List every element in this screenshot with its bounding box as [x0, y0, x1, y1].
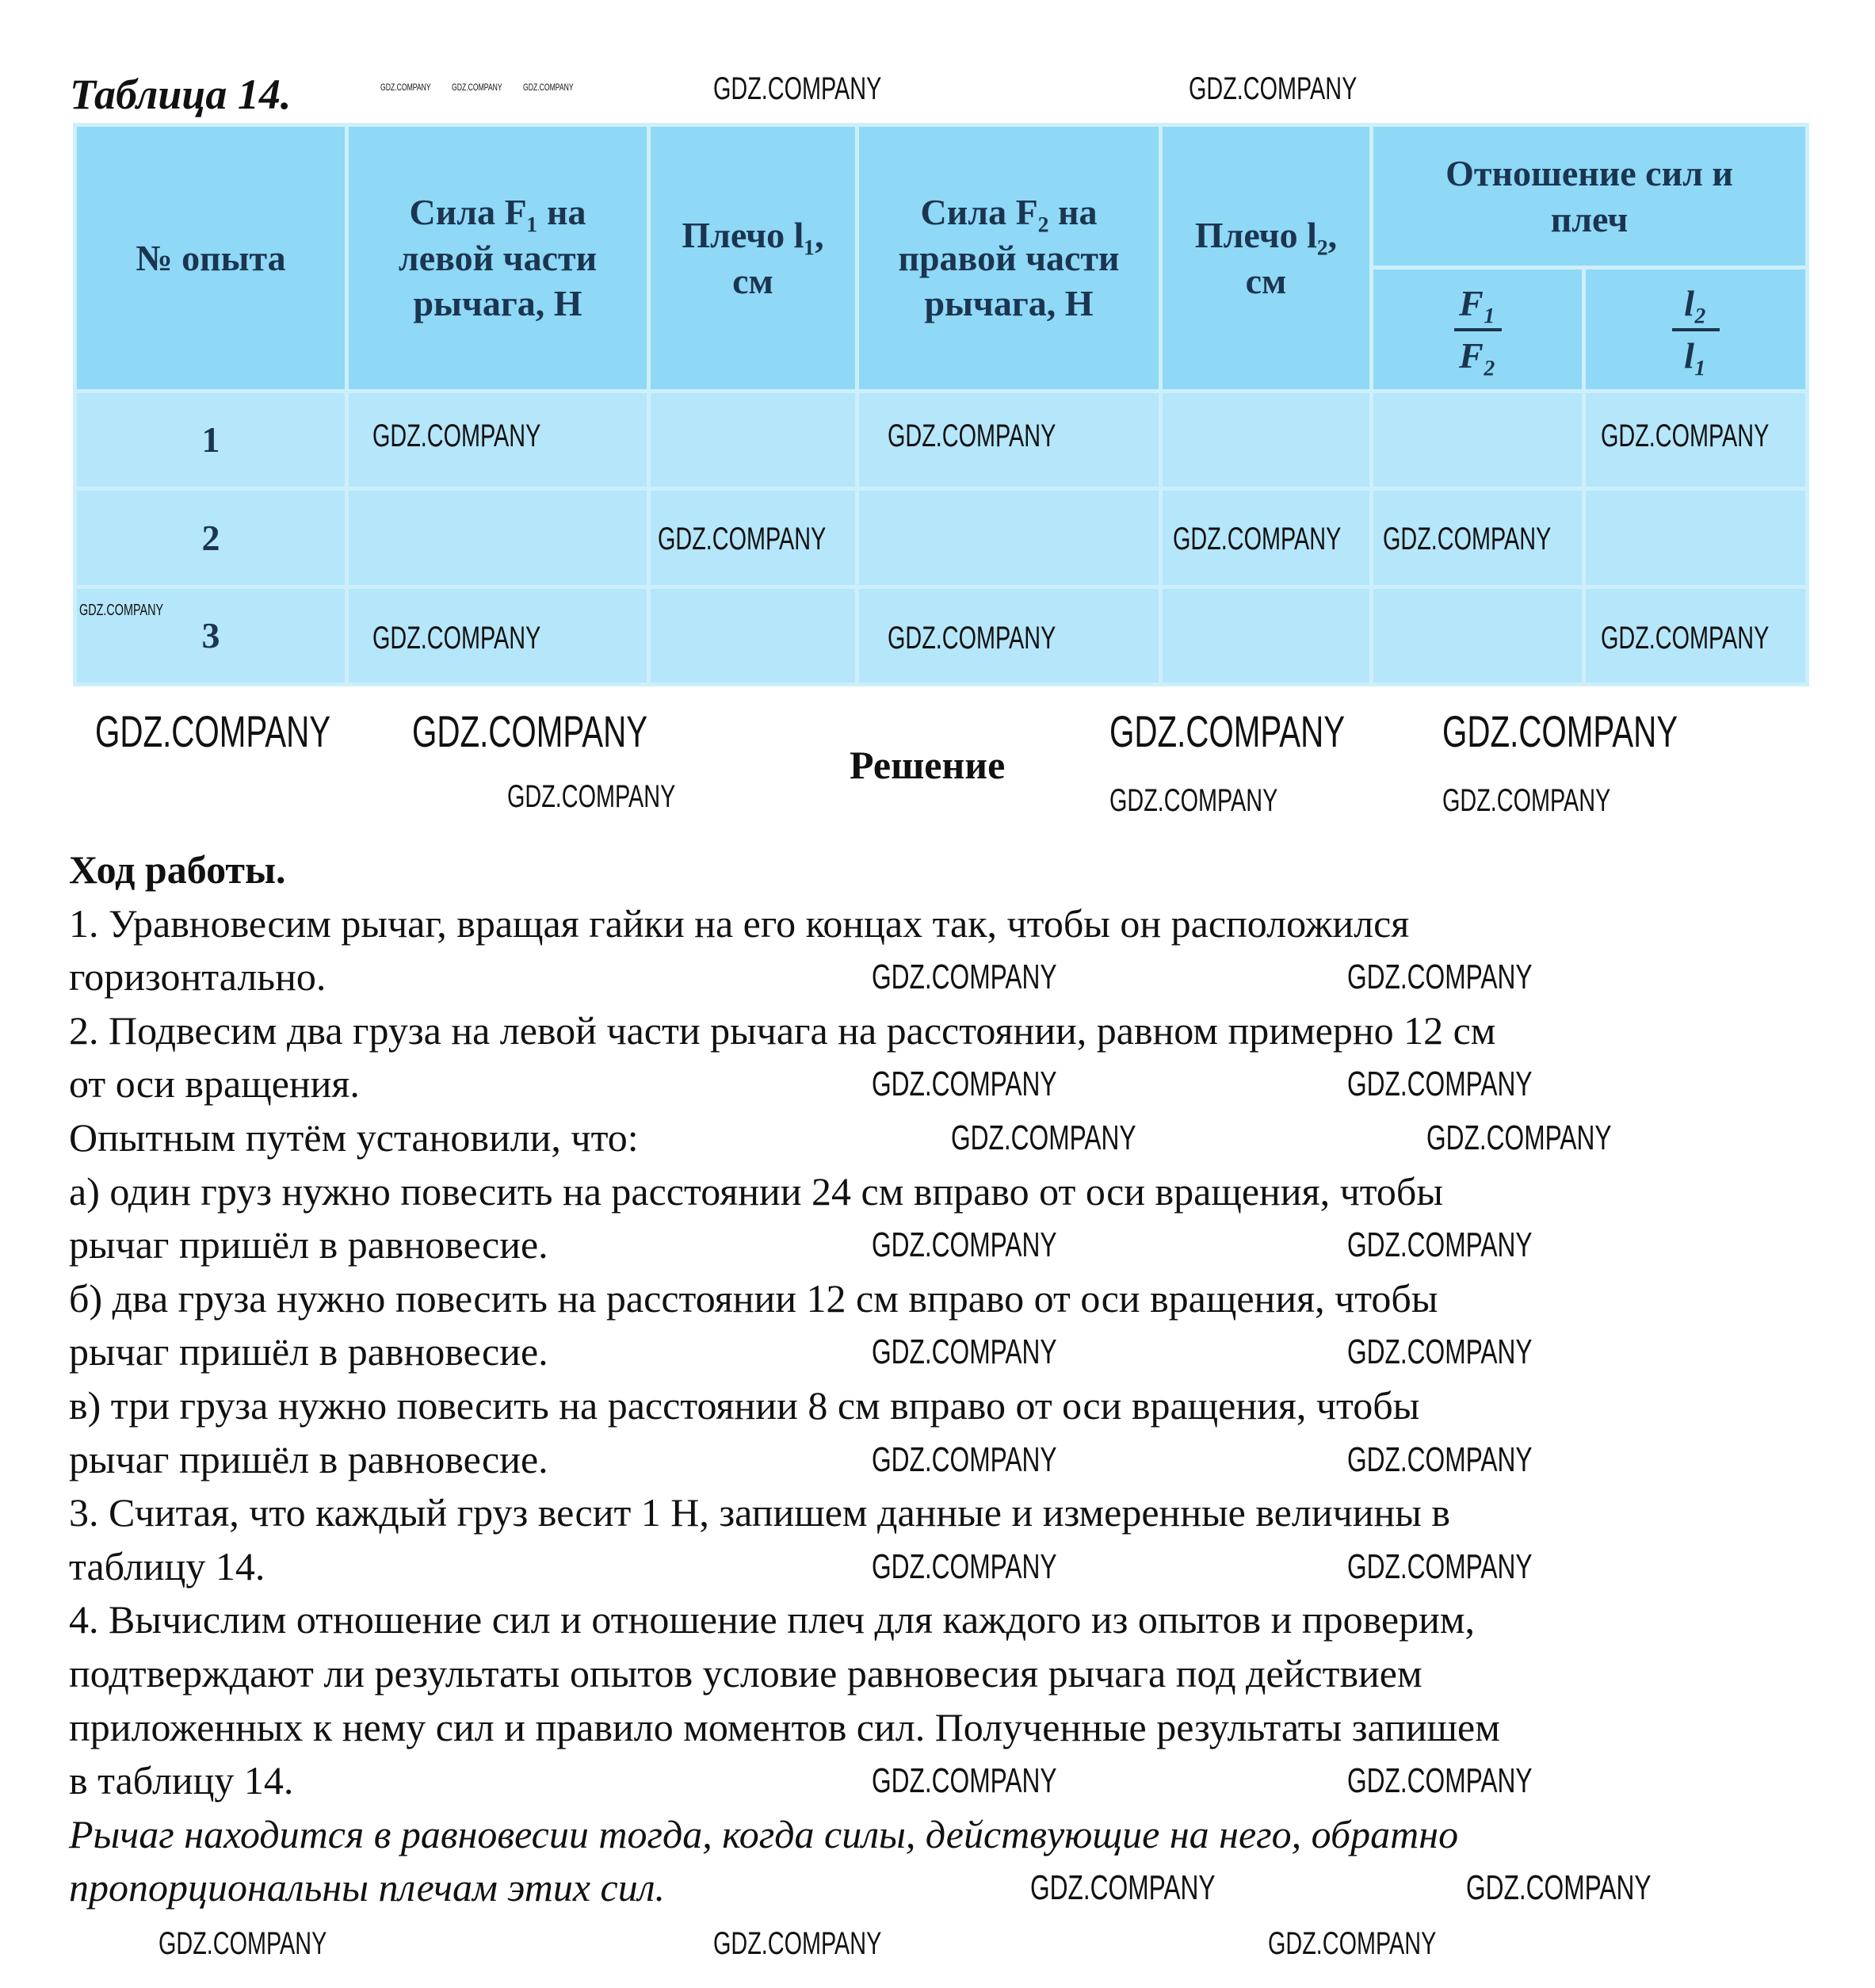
table-caption: Таблица 14.: [70, 71, 292, 118]
procedure-line: подтверждают ли результаты опытов условие равновесия рычага под действием: [69, 1651, 1422, 1696]
table-row: [75, 392, 1808, 489]
watermark: GDZ.COMPANY: [372, 419, 541, 453]
watermark: GDZ.COMPANY: [713, 71, 882, 106]
watermark: GDZ.COMPANY: [507, 779, 676, 814]
procedure-line: 1. Уравновесим рычаг, вращая гайки на его концах так, чтобы он расположился: [69, 900, 1410, 946]
procedure-line: 4. Вычислим отношение сил и отношение плеч для каждого из опытов и проверим,: [69, 1597, 1475, 1642]
watermark: GDZ.COMPANY: [1347, 1761, 1533, 1801]
watermark: GDZ.COMPANY: [888, 419, 1056, 453]
watermark: GDZ.COMPANY: [380, 82, 431, 93]
watermark: GDZ.COMPANY: [412, 706, 648, 756]
ratio-l-numerator: l₂: [1684, 283, 1707, 323]
watermark: GDZ.COMPANY: [1601, 621, 1770, 656]
procedure-line: б) два груза нужно повесить на расстоянии 12 см вправо от оси вращения, чтобы: [69, 1275, 1438, 1321]
watermark: GDZ.COMPANY: [888, 621, 1056, 656]
watermark: GDZ.COMPANY: [872, 958, 1057, 997]
watermark: GDZ.COMPANY: [1426, 1118, 1612, 1157]
watermark: GDZ.COMPANY: [1466, 1868, 1652, 1908]
procedure-heading: Ход работы.: [69, 847, 286, 892]
procedure-line: горизонтально.: [69, 954, 327, 1000]
table-row: [75, 587, 1808, 684]
procedure-line: Опытным путём установили, что:: [69, 1115, 639, 1160]
row-number: 1: [75, 392, 347, 489]
procedure-line: а) один груз нужно повесить на расстоянии 24 см вправо от оси вращения, чтобы: [69, 1168, 1443, 1214]
watermark: GDZ.COMPANY: [1189, 71, 1358, 106]
ratio-f-numerator: F₁: [1459, 283, 1496, 323]
conclusion-line: Рычаг находится в равновесии тогда, когда силы, действующие на него, обратно: [69, 1811, 1459, 1856]
header-arm-ratio: [1584, 268, 1808, 392]
watermark: GDZ.COMPANY: [1173, 522, 1342, 556]
watermark: GDZ.COMPANY: [1347, 1439, 1533, 1479]
procedure-line: от оси вращения.: [69, 1061, 360, 1107]
watermark: GDZ.COMPANY: [1109, 783, 1278, 818]
header-force-f1: Сила F₁ на левой части рычага, Н: [347, 125, 649, 392]
procedure-line: рычаг пришёл в равновесие.: [69, 1329, 548, 1374]
watermark: GDZ.COMPANY: [872, 1225, 1057, 1265]
procedure-line: приложенных к нему сил и правило моментов сил. Полученные результаты запишем: [69, 1704, 1500, 1749]
watermark: GDZ.COMPANY: [872, 1439, 1057, 1479]
header-force-f2: Сила F₂ на правой части рычага, Н: [857, 125, 1161, 392]
ratio-f-denominator: F₂: [1459, 335, 1496, 376]
watermark: GDZ.COMPANY: [1601, 419, 1770, 453]
header-arm-l2: Плечо l₂, см: [1161, 125, 1372, 392]
watermark: GDZ.COMPANY: [872, 1065, 1057, 1104]
watermark: GDZ.COMPANY: [713, 1926, 882, 1961]
watermark: GDZ.COMPANY: [452, 82, 502, 93]
procedure-line: в) три груза нужно повесить на расстоянии 8 см вправо от оси вращения, чтобы: [69, 1383, 1420, 1428]
watermark: GDZ.COMPANY: [1347, 958, 1533, 997]
watermark: GDZ.COMPANY: [1383, 522, 1552, 556]
watermark: GDZ.COMPANY: [1109, 706, 1346, 756]
watermark: GDZ.COMPANY: [79, 602, 164, 619]
row-number: 3: [75, 587, 347, 684]
row-number: 2: [75, 489, 347, 587]
ratio-l-denominator: l₁: [1684, 335, 1707, 376]
watermark: GDZ.COMPANY: [1030, 1868, 1216, 1908]
header-ratio: Отношение сил и плеч: [1372, 125, 1808, 268]
watermark: GDZ.COMPANY: [523, 82, 574, 93]
procedure-line: таблицу 14.: [69, 1543, 265, 1588]
watermark: GDZ.COMPANY: [1442, 706, 1678, 756]
watermark: GDZ.COMPANY: [1347, 1546, 1533, 1586]
procedure-line: 2. Подвесим два груза на левой части рычага на расстоянии, равном примерно 12 см: [69, 1007, 1496, 1053]
table-row: [75, 489, 1808, 587]
watermark: GDZ.COMPANY: [1347, 1065, 1533, 1104]
watermark: GDZ.COMPANY: [1347, 1225, 1533, 1265]
procedure-line: рычаг пришёл в равновесие.: [69, 1222, 548, 1267]
watermark: GDZ.COMPANY: [372, 621, 541, 656]
watermark: GDZ.COMPANY: [658, 522, 827, 556]
watermark: GDZ.COMPANY: [1442, 783, 1611, 818]
watermark: GDZ.COMPANY: [1268, 1926, 1437, 1961]
watermark: GDZ.COMPANY: [872, 1332, 1057, 1372]
header-arm-l1: Плечо l₁, см: [649, 125, 857, 392]
procedure-line: в таблицу 14.: [69, 1758, 294, 1803]
header-force-ratio: [1372, 268, 1584, 392]
procedure-line: 3. Считая, что каждый груз весит 1 Н, запишем данные и измеренные величины в: [69, 1490, 1450, 1535]
watermark: GDZ.COMPANY: [872, 1761, 1057, 1801]
watermark: GDZ.COMPANY: [1347, 1332, 1533, 1372]
conclusion-line: пропорциональны плечам этих сил.: [69, 1865, 666, 1910]
solution-title: Решение: [850, 743, 1006, 787]
procedure-line: рычаг пришёл в равновесие.: [69, 1436, 548, 1481]
watermark: GDZ.COMPANY: [95, 706, 331, 756]
watermark: GDZ.COMPANY: [872, 1546, 1057, 1586]
watermark: GDZ.COMPANY: [158, 1926, 327, 1961]
watermark: GDZ.COMPANY: [951, 1118, 1136, 1157]
results-table: [73, 123, 1809, 686]
header-experiment-number: № опыта: [75, 125, 347, 392]
